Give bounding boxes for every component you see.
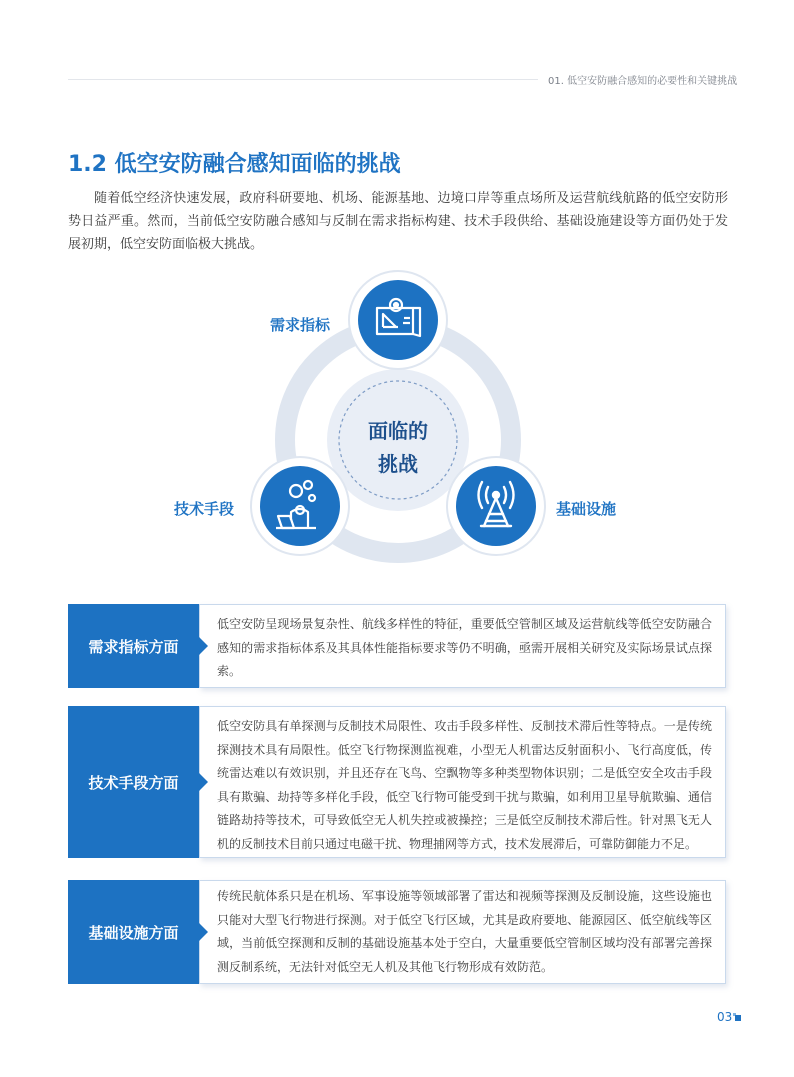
panel-demand-text: 低空安防呈现场景复杂性、航线多样性的特征，重要低空管制区域及运营航线等低空安防融合感知的需求指标体系及其具体性能指标要求等仍不明确，亟需开展相关研究及实际场景试点探索。: [217, 617, 712, 678]
header-divider: [68, 79, 538, 80]
running-header: 01. 低空安防融合感知的必要性和关键挑战: [548, 76, 738, 87]
panel-demand-tag: 需求指标方面: [68, 604, 199, 688]
center-label-line2: 挑战: [378, 452, 418, 476]
node-demand: [349, 271, 447, 369]
panel-technology: [68, 706, 726, 858]
page-mark: [735, 1015, 741, 1021]
node-technology: [251, 457, 349, 555]
node-label-demand: 需求指标: [270, 316, 331, 334]
center-label-line1: 面临的: [368, 419, 428, 443]
section-title: 1.2 低空安防融合感知面临的挑战: [68, 152, 401, 177]
intro-paragraph: 随着低空经济快速发展，政府科研要地、机场、能源基地、边境口岸等重点场所及运营航线航路的低空安防形势日益严重。然而，当前低空安防融合感知与反制在需求指标构建、技术手段供给、基础设施建设等方面仍处于发展初期，低空安防面临极大挑战。: [68, 191, 728, 252]
node-infrastructure: [447, 457, 545, 555]
node-label-technology: 技术手段: [174, 500, 235, 518]
panel-infrastructure: [68, 880, 726, 984]
center-label: [346, 415, 450, 481]
panel-demand: [68, 604, 726, 688]
panel-technology-tag: 技术手段方面: [68, 706, 199, 858]
page-number: 03: [717, 1010, 733, 1024]
node-label-infrastructure: 基础设施: [556, 500, 617, 518]
challenges-diagram: [0, 270, 794, 600]
panel-infrastructure-tag: 基础设施方面: [68, 880, 199, 984]
panel-technology-text: 低空安防具有单探测与反制技术局限性、攻击手段多样性、反制技术滞后性等特点。一是传统探测技术具有局限性。低空飞行物探测监视难，小型无人机雷达反射面积小、飞行高度低，传统雷达难以有效识别，并且还存在飞鸟、空飘物等多种类型物体识别；二是低空安全攻击手段具有欺骗、劫持等多样化手段，低空飞行物可能受到干扰与欺骗，如利用卫星导航欺骗、通信链路劫持等技术，可导致低空无人机失控或被操控；三是低空反制技术滞后性。针对黑飞无人机的反制技术目前只通过电磁干扰、物理捕网等方式，技术发展滞后，可靠防御能力不足。: [217, 719, 712, 851]
panel-infrastructure-text: 传统民航体系只是在机场、军事设施等领域部署了雷达和视频等探测及反制设施，这些设施也只能对大型飞行物进行探测。对于低空飞行区域，尤其是政府要地、能源园区、低空航线等区域，当前低空探测和反制的基础设施基本处于空白，大量重要低空管制区域均没有部署完善探测反制系统，无法针对低空无人机及其他飞行物形成有效防范。: [217, 889, 712, 974]
